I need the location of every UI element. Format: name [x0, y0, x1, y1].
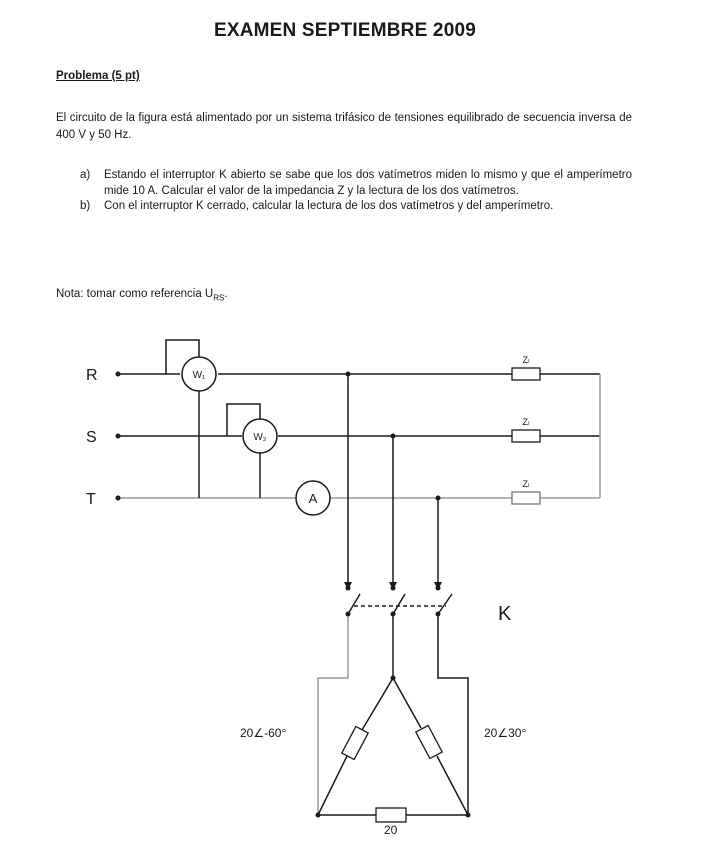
phase-label-r: R [86, 367, 98, 384]
node-t [436, 496, 441, 501]
delta-right-label: 20∠30° [484, 726, 527, 740]
arrow-3 [434, 582, 442, 590]
terminal-s [116, 434, 121, 439]
delta-bottom-label: 20 [384, 823, 398, 837]
part-a-text: Estando el interruptor K abierto se sabe que los dos vatímetros miden lo mismo y que el amperímetro mide 10 A. Calcular el valor de la impedancia Z y la lectura de los dos vatímetros. [104, 169, 632, 197]
terminal-r [116, 372, 121, 377]
line-impedance-label-t: Zₗ [522, 479, 530, 489]
switch-blade-3 [438, 594, 452, 614]
part-b-text: Con el interruptor K cerrado, calcular la lectura de los dos vatímetros y del amperímetro. [104, 200, 554, 212]
part-a-marker: a) [80, 169, 91, 181]
arrow-2 [389, 582, 397, 590]
node-s [391, 434, 396, 439]
switch-blade-1 [348, 594, 360, 614]
note-prefix: Nota: tomar como referencia U [56, 288, 214, 300]
delta-left-label: 20∠-60° [240, 726, 287, 740]
note-subscript: RS [213, 293, 225, 303]
line-impedance-r [512, 368, 540, 380]
problem-intro: El circuito de la figura está alimentado por un sistema trifásico de tensiones equilibrado de secuencia inversa de 400 V y 50 Hz. [56, 112, 632, 141]
line-impedance-label-s: Zₗ [522, 417, 530, 427]
delta-impedance-bottom [376, 808, 406, 822]
node-r [346, 372, 351, 377]
arrow-1 [344, 582, 352, 590]
phase-label-t: T [86, 491, 96, 508]
node-delta-right [466, 813, 471, 818]
node-switch-out-1 [346, 612, 351, 617]
switch-label: K [498, 603, 512, 625]
line-impedance-t [512, 492, 540, 504]
switch-blade-2 [393, 594, 405, 614]
line-impedance-label-r: Zₗ [522, 355, 530, 365]
node-delta-left [316, 813, 321, 818]
node-switch-out-3 [436, 612, 441, 617]
delta-impedance-left [342, 726, 368, 759]
wattmeter-2-label: W₂ [253, 432, 267, 443]
terminal-t [116, 496, 121, 501]
note-suffix: . [224, 288, 228, 300]
wattmeter-1-label: W₁ [192, 370, 206, 381]
ammeter-label: A [308, 491, 318, 506]
exam-title: EXAMEN SEPTIEMBRE 2009 [213, 20, 477, 41]
line-impedance-s [512, 430, 540, 442]
node-delta-top [391, 676, 396, 681]
phase-label-s: S [86, 429, 97, 446]
part-b-marker: b) [80, 200, 91, 212]
delta-impedance-right [416, 725, 442, 758]
node-switch-out-2 [391, 612, 396, 617]
problem-heading: Problema (5 pt) [56, 70, 140, 82]
